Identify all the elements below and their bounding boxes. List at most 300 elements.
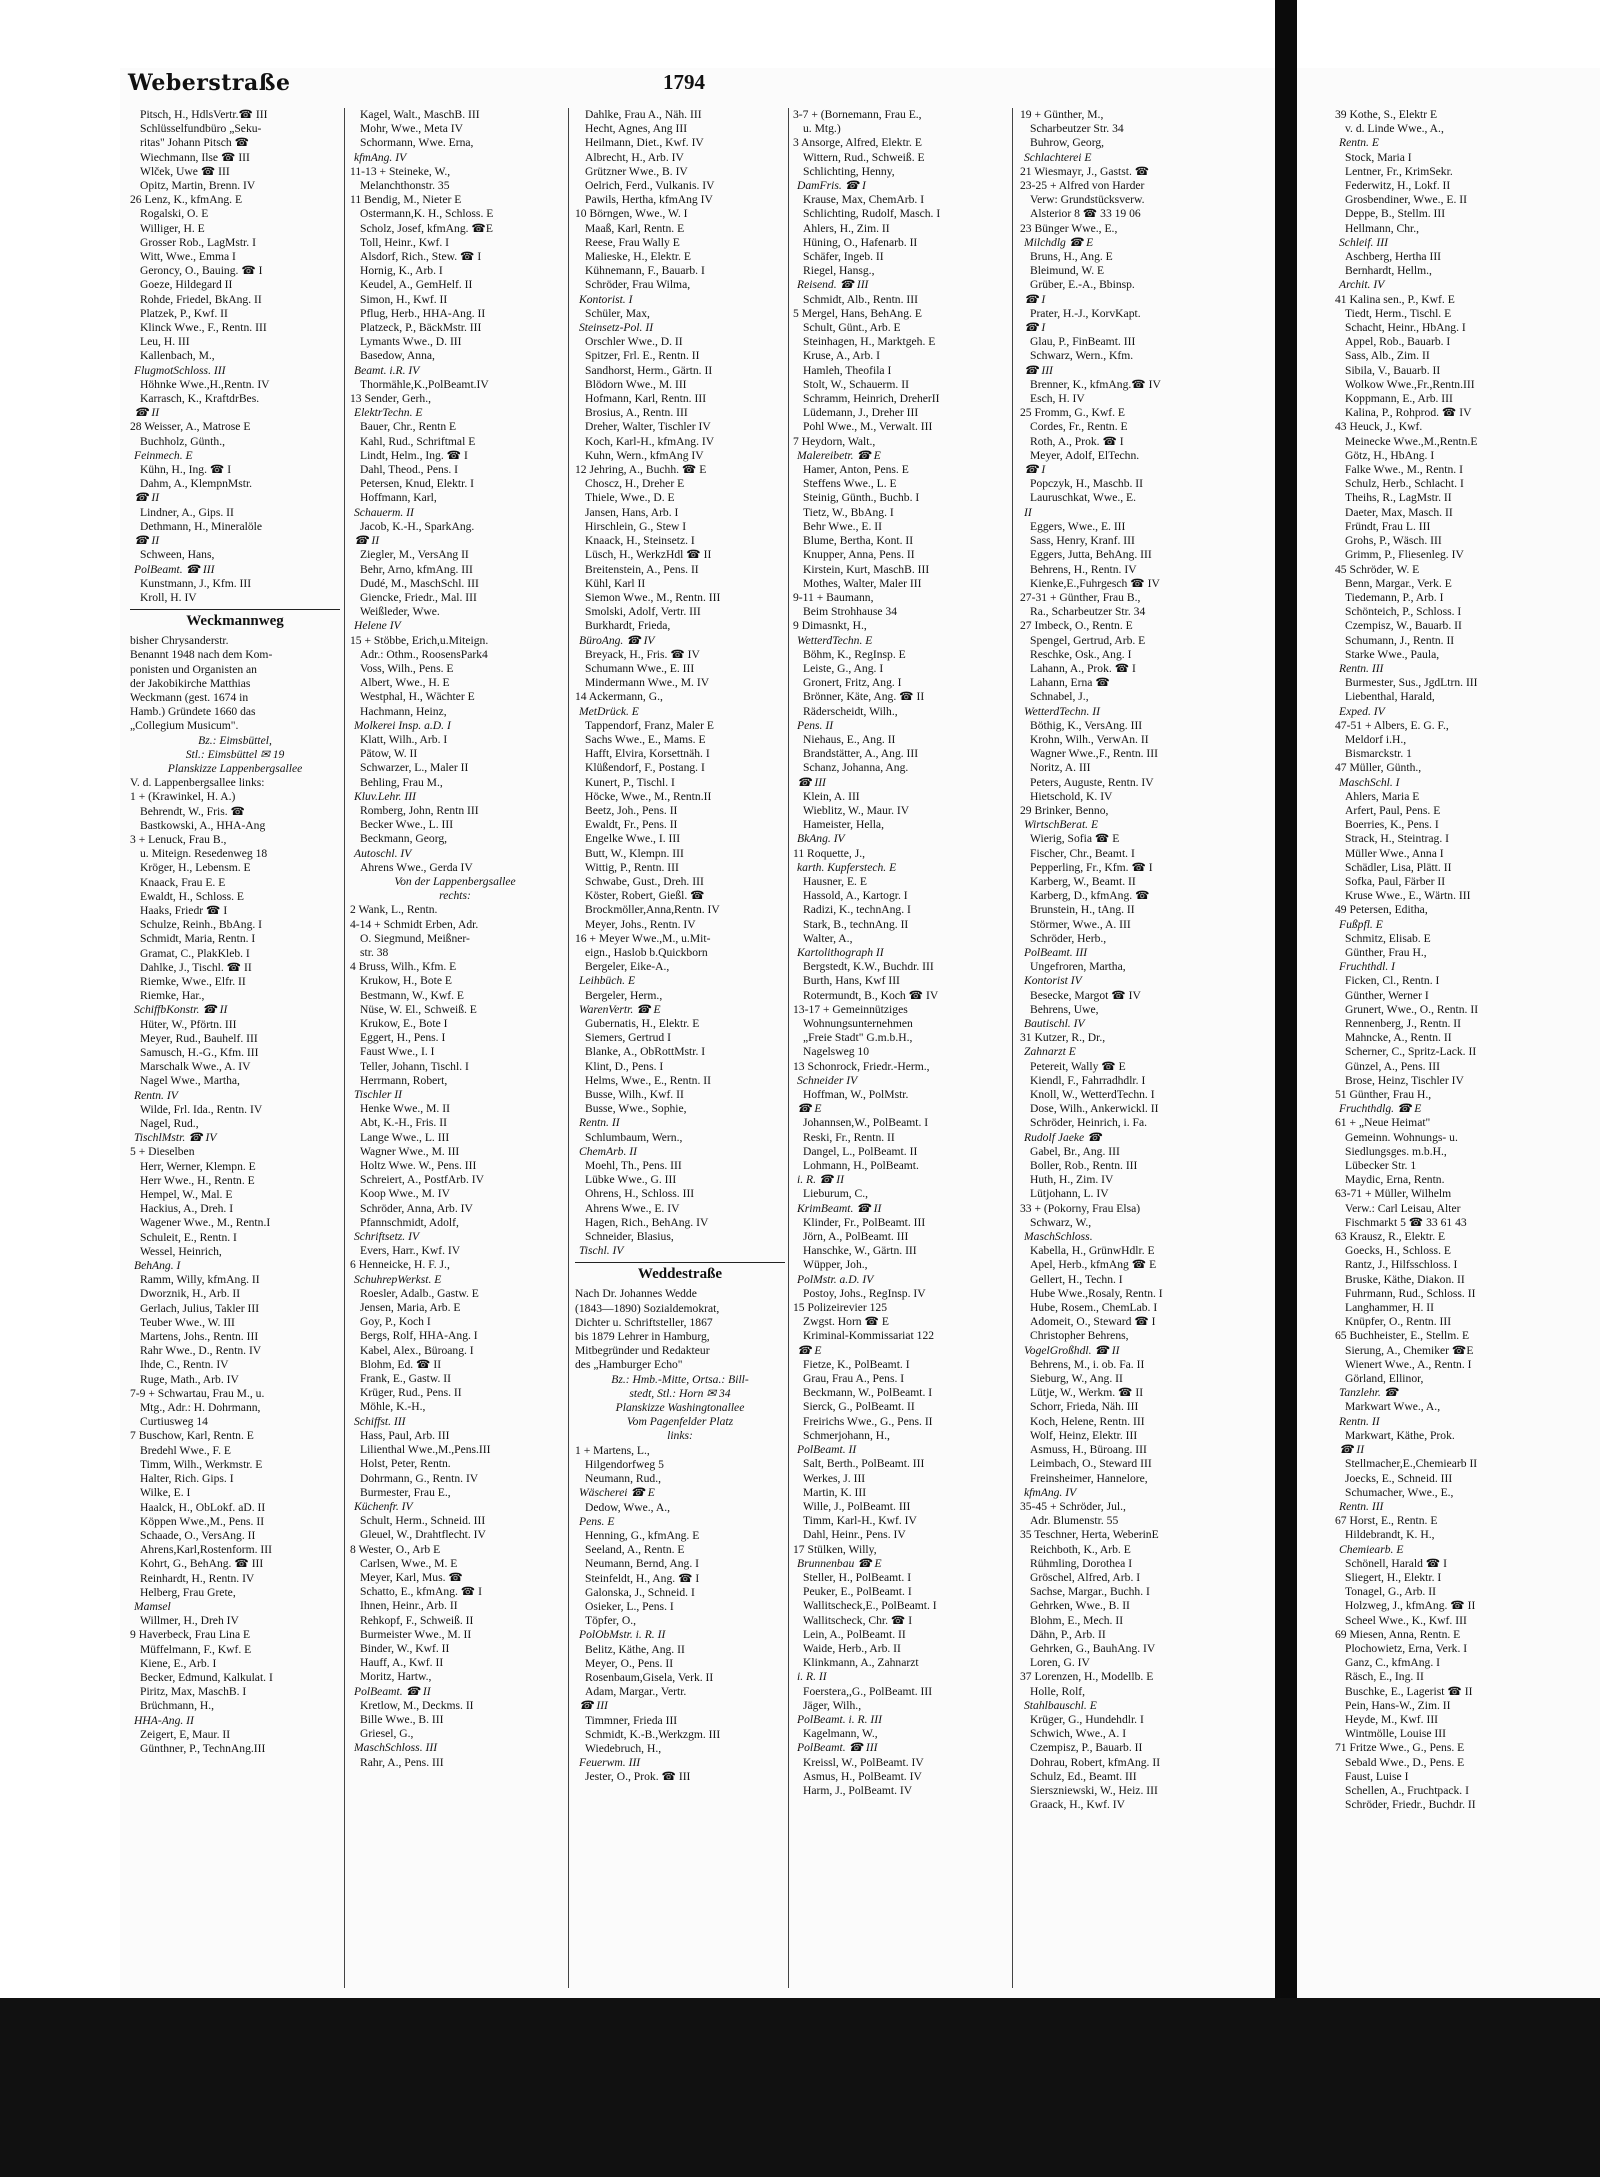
resident-entry: Ahrens Wwe., E. IV [585, 1201, 680, 1215]
entry-continuation: Milchdlg ☎ E [1024, 235, 1094, 249]
resident-entry: Hempel, W., Mal. E [140, 1188, 233, 1202]
resident-entry: Sierck, G., PolBeamt. II [803, 1400, 915, 1414]
resident-entry: Lübke Wwe., G. III [585, 1173, 677, 1187]
entry-continuation: ChemArb. II [579, 1144, 637, 1158]
entry-continuation: ☎ II [134, 491, 160, 505]
resident-entry: Nüse, W. El., Schweiß. E [360, 1002, 477, 1016]
resident-entry: Kabel, Alex., Büroang. I [360, 1343, 474, 1357]
resident-entry: Hoffman, W., PolMstr. [803, 1088, 909, 1102]
address-entry: 27 Imbeck, O., Rentn. E [1020, 619, 1133, 633]
resident-entry: Reichboth, K., Arb. E [1030, 1542, 1131, 1556]
entry-continuation: WetterdTechn. II [1024, 704, 1100, 718]
resident-entry: Pätow, W. II [360, 747, 418, 761]
resident-entry: Helms, Wwe., E., Rentn. II [585, 1073, 712, 1087]
entry-continuation: BüroAng. ☎ IV [579, 633, 655, 647]
resident-entry: Marschalk Wwe., A. IV [140, 1060, 251, 1074]
resident-entry: Henning, G., kfmAng. E [585, 1528, 700, 1542]
resident-entry: Schröder, Frau Wilma, [585, 278, 691, 292]
resident-entry: Klatt, Wilh., Arb. I [360, 732, 448, 746]
resident-entry: Pitsch, H., HdlsVertr.☎ III [140, 108, 268, 121]
resident-entry: Dreher, Walter, Tischler IV [585, 420, 711, 434]
entry-continuation: Bautischl. IV [1024, 1017, 1085, 1030]
resident-entry: Tonagel, G., Arb. II [1345, 1585, 1436, 1599]
address-entry: 6 Henneicke, H. F. J., [350, 1258, 450, 1272]
entry-continuation: Chemiearb. E [1339, 1542, 1404, 1556]
resident-entry: Kruse Wwe., E., Wärtn. III [1345, 889, 1471, 903]
resident-entry: Glau, P., FinBeamt. III [1030, 335, 1136, 349]
street-description: ponisten und Organisten an [130, 662, 257, 676]
resident-entry: Prater, H.-J., KorvKapt. [1030, 306, 1141, 320]
resident-entry: „Freie Stadt" G.m.b.H., [803, 1031, 913, 1045]
resident-entry: Theihs, R., LagMstr. II [1345, 491, 1452, 505]
address-entry: 69 Miesen, Anna, Rentn. E [1335, 1627, 1461, 1641]
street-info: Stl.: Eimsbüttel ✉ 19 [185, 747, 285, 761]
resident-entry: Christopher Behrens, [1030, 1329, 1129, 1343]
street-description: der Jakobikirche Matthias [130, 676, 251, 690]
resident-entry: Behrendt, W., Fris. ☎ [140, 804, 245, 818]
resident-entry: Hassold, A., Kartogr. I [803, 889, 908, 903]
resident-entry: Riemke, Wwe., Elfr. II [140, 974, 246, 988]
address-entry: 31 Kutzer, R., Dr., [1020, 1031, 1106, 1045]
resident-entry: Starke Wwe., Paula, [1345, 647, 1440, 661]
address-entry: 5 Mergel, Hans, BehAng. E [793, 306, 922, 320]
resident-entry: Riegel, Hansg., [803, 264, 875, 278]
resident-entry: Karrasch, K., KraftdrBes. [140, 392, 260, 406]
resident-entry: Günther, Frau H., [1345, 945, 1427, 959]
resident-entry: Roesler, Adalb., Gastw. E [360, 1286, 479, 1300]
address-entry: 7 Buschow, Karl, Rentn. E [130, 1429, 254, 1443]
resident-entry: Klinder, Fr., PolBeamt. III [803, 1215, 926, 1229]
resident-entry: Maaß, Karl, Rentn. E [585, 221, 685, 235]
entry-continuation: Rentn. III [1339, 1499, 1384, 1513]
entry-continuation: PolBeamt. ☎ II [354, 1684, 431, 1698]
resident-entry: Radizi, K., technAng. I [803, 903, 911, 917]
resident-entry: Simon, H., Kwf. II [360, 292, 448, 306]
resident-entry: Benn, Margar., Verk. E [1345, 576, 1452, 590]
resident-entry: Koch, Helene, Rentn. III [1030, 1414, 1145, 1428]
resident-entry: Kreissl, W., PolBeamt. IV [803, 1755, 924, 1769]
resident-entry: Köppen Wwe.,M., Pens. II [140, 1514, 265, 1528]
resident-entry: Bergstedt, K.W., Buchdr. III [803, 960, 934, 974]
resident-entry: Kienke,E.,Fuhrgesch ☎ IV [1030, 576, 1160, 590]
resident-entry: Blanke, A., ObRottMstr. I [585, 1045, 706, 1059]
resident-entry: Sachs Wwe., E., Mams. E [585, 732, 706, 746]
entry-continuation: Helene IV [354, 619, 401, 633]
resident-entry: Steinfeldt, H., Ang. ☎ I [585, 1571, 700, 1585]
resident-entry: O. Siegmund, Meißner- [360, 931, 470, 945]
column-rule [344, 108, 345, 1988]
resident-entry: Seeland, A., Rentn. E [585, 1543, 685, 1557]
resident-entry: Ganz, C., kfmAng. I [1345, 1656, 1440, 1670]
resident-entry: Goeze, Hildegard II [140, 278, 233, 292]
resident-entry: u. Mtg.) [803, 122, 841, 136]
resident-entry: Fischer, Chr., Beamt. I [1030, 846, 1135, 860]
street-description: Hamb.) Gründete 1660 das [130, 705, 256, 719]
resident-entry: Rantz, J., Hilfsschloss. I [1345, 1258, 1458, 1272]
resident-entry: Schaade, O., VersAng. II [140, 1528, 256, 1542]
resident-entry: Spengel, Gertrud, Arb. E [1030, 633, 1146, 647]
resident-entry: Koop Wwe., M. IV [360, 1187, 450, 1201]
resident-entry: Räsch, E., Ing. II [1345, 1670, 1424, 1684]
address-entry: 25 Fromm, G., Kwf. E [1020, 406, 1125, 420]
entry-continuation: TischlMstr. ☎ IV [134, 1131, 217, 1145]
resident-entry: Williger, H. E [140, 221, 205, 235]
resident-entry: Bille Wwe., B. III [360, 1712, 444, 1726]
resident-entry: Blödorn Wwe., M. III [585, 377, 687, 391]
resident-entry: Ungefroren, Martha, [1030, 960, 1126, 974]
street-description: Dichter u. Schriftsteller, 1867 [575, 1315, 713, 1329]
resident-entry: Bestmann, W., Kwf. E [360, 988, 465, 1002]
resident-entry: Griesel, G., [360, 1727, 414, 1741]
resident-entry: Asmuss, H., Büroang. III [1030, 1443, 1147, 1457]
entry-continuation: Schauerm. II [354, 505, 414, 519]
resident-entry: Wilke, E. I [140, 1486, 191, 1500]
resident-entry: Grützner Wwe., B. IV [585, 164, 688, 178]
resident-entry: Schramm, Heinrich, DreherII [803, 392, 940, 406]
column-rule [1012, 108, 1013, 1988]
resident-entry: Cordes, Fr., Rentn. E [1030, 420, 1128, 434]
resident-entry: Lymants Wwe., D. III [360, 335, 462, 349]
resident-entry: Ahlers, H., Zim. II [803, 221, 890, 235]
resident-entry: Meyer, O., Pens. II [585, 1656, 674, 1670]
resident-entry: str. 38 [360, 945, 389, 959]
entry-continuation: PolBeamt. ☎ III [134, 562, 215, 576]
address-entry: 12 Jehring, A., Buchh. ☎ E [575, 463, 707, 477]
resident-entry: Aschberg, Hertha III [1345, 250, 1442, 264]
resident-entry: Wierig, Sofia ☎ E [1030, 832, 1120, 846]
resident-entry: Plochowietz, Erna, Verk. I [1345, 1641, 1468, 1655]
resident-entry: Reschke, Osk., Ang. I [1030, 647, 1132, 661]
resident-entry: Petersen, Knud, Elektr. I [360, 477, 474, 491]
entry-continuation: DamFris. ☎ I [797, 179, 866, 193]
resident-entry: Siedlungsges. m.b.H., [1345, 1144, 1447, 1158]
resident-entry: Jensen, Maria, Arb. E [360, 1301, 461, 1315]
resident-entry: Klein, A. III [803, 789, 860, 803]
resident-entry: Schellen, A., Fruchtpack. I [1345, 1783, 1469, 1797]
resident-entry: Eggers, Wwe., E. III [1030, 519, 1126, 533]
entry-continuation: Schneider IV [797, 1073, 858, 1087]
address-entry: 3 + Lenuck, Frau B., [130, 832, 227, 846]
resident-entry: Tiedemann, P., Arb. I [1345, 590, 1444, 604]
resident-entry: Fuhrmann, Rud., Schloss. II [1345, 1286, 1476, 1300]
resident-entry: Martin, K. III [803, 1485, 867, 1499]
resident-entry: Galonska, J., Schneid. I [585, 1585, 695, 1599]
resident-entry: Sachse, Margar., Buchh. I [1030, 1585, 1150, 1599]
resident-entry: Kagelmann, W., [803, 1727, 878, 1741]
resident-entry: Graack, H., Kwf. IV [1030, 1798, 1125, 1812]
resident-entry: Abt, K.-H., Fris. II [360, 1116, 447, 1130]
resident-entry: Kühn, H., Ing. ☎ I [140, 463, 232, 477]
resident-entry: Blohm, E., Mech. II [1030, 1613, 1124, 1627]
resident-entry: Waide, Herb., Arb. II [803, 1641, 901, 1655]
street-description: bisher Chrysanderstr. [130, 634, 229, 648]
resident-entry: Hube, Rosem., ChemLab. I [1030, 1301, 1158, 1315]
entry-continuation: Brunnenbau ☎ E [797, 1556, 882, 1570]
resident-entry: Wiedebruch, H., [585, 1741, 662, 1755]
resident-entry: Lauruschkat, Wwe., E. [1030, 491, 1137, 505]
address-entry: 4 Bruss, Wilh., Kfm. E [350, 960, 457, 974]
resident-entry: Dworznik, H., Arb. II [140, 1287, 241, 1301]
resident-entry: Butt, W., Klempn. III [585, 846, 684, 860]
resident-entry: Verw: Grundstücksverw. [1030, 193, 1145, 207]
resident-entry: Burmeister Wwe., M. II [360, 1627, 472, 1641]
resident-entry: Haaks, Friedr ☎ I [140, 903, 228, 917]
resident-entry: Maydic, Erna, Rentn. [1345, 1173, 1445, 1187]
resident-entry: Brenner, K., kfmAng.☎ IV [1030, 377, 1161, 391]
page-number: 1794 [663, 70, 705, 94]
resident-entry: Eggert, H., Pens. I [360, 1031, 446, 1045]
resident-entry: Schatto, E., kfmAng. ☎ I [360, 1585, 482, 1599]
resident-entry: Orschler Wwe., D. II [585, 335, 683, 349]
resident-entry: Voss, Wilh., Pens. E [360, 661, 454, 675]
resident-entry: Krüger, G., Hundehdlr. I [1030, 1712, 1144, 1726]
resident-entry: Hass, Paul, Arb. III [360, 1428, 450, 1442]
resident-entry: Lüdemann, J., Dreher III [803, 406, 919, 420]
entry-continuation: MaschSchloss. III [354, 1741, 438, 1755]
resident-entry: Faust Wwe., I. I [360, 1045, 435, 1059]
resident-entry: Knüpfer, O., Rentn. III [1345, 1315, 1452, 1329]
resident-entry: Sliegert, H., Elektr. I [1345, 1570, 1442, 1584]
resident-entry: Schumacher, Wwe., E., [1345, 1485, 1454, 1499]
resident-entry: Schmidt, Alb., Rentn. III [803, 292, 918, 306]
address-entry: 23 Bünger Wwe., E., [1020, 221, 1118, 235]
resident-entry: Dahlke, Frau A., Näh. III [585, 108, 702, 121]
address-entry: 11 Bendig, M., Nieter E [350, 193, 462, 207]
entry-continuation: Schlachterei E [1024, 150, 1092, 164]
address-entry: 43 Heuck, J., Kwf. [1335, 420, 1423, 434]
entry-continuation: Malereibetr. ☎ E [797, 448, 881, 462]
resident-entry: Scherner, C., Spritz-Lack. II [1345, 1045, 1477, 1059]
resident-entry: Besecke, Margot ☎ IV [1030, 988, 1141, 1002]
resident-entry: Peters, Auguste, Rentn. IV [1030, 775, 1154, 789]
resident-entry: Dahlke, J., Tischl. ☎ II [140, 960, 252, 974]
address-entry: 1 + (Krawinkel, H. A.) [130, 790, 236, 804]
entry-continuation: II [1024, 505, 1032, 519]
street-description: (1843—1890) Sozialdemokrat, [575, 1301, 720, 1315]
resident-entry: Meyer, Karl, Mus. ☎ [360, 1570, 463, 1584]
entry-continuation: SchuhrepWerkst. E [354, 1272, 442, 1286]
resident-entry: Hellmann, Chr., [1345, 221, 1420, 235]
resident-entry: Bredehl Wwe., F. E [140, 1443, 231, 1457]
address-entry: 49 Petersen, Editha, [1335, 903, 1428, 917]
resident-entry: Steinhagen, H., Marktgeh. E [803, 335, 936, 349]
resident-entry: Stolt, W., Schauerm. II [803, 377, 909, 391]
resident-entry: ritas" Johann Pitsch ☎ [140, 136, 250, 150]
resident-entry: Bismarckstr. 1 [1345, 747, 1412, 761]
entry-continuation: Tischl. IV [579, 1244, 624, 1258]
resident-entry: Curtiusweg 14 [140, 1415, 208, 1429]
resident-entry: Thormähle,K.,PolBeamt.IV [360, 377, 489, 391]
street-header: Weberstraße [128, 70, 291, 96]
resident-entry: Burkhardt, Frieda, [585, 619, 671, 633]
resident-entry: Ra., Scharbeutzer Str. 34 [1030, 605, 1146, 619]
resident-entry: Müffelmann, F., Kwf. E [140, 1642, 252, 1656]
entry-continuation: Mamsel [134, 1599, 171, 1613]
resident-entry: Hüter, W., Pförtn. III [140, 1017, 237, 1031]
entry-continuation: Kontorist IV [1024, 974, 1082, 988]
resident-entry: Kiendl, F., Fahrradhdlr. I [1030, 1073, 1146, 1087]
entry-continuation: Kluv.Lehr. III [354, 789, 416, 803]
entry-continuation: MetDrück. E [579, 704, 639, 718]
resident-entry: Kretlow, M., Deckms. II [360, 1698, 474, 1712]
resident-entry: Görland, Ellinor, [1345, 1372, 1424, 1386]
resident-entry: Goy, P., Koch I [360, 1315, 431, 1329]
resident-entry: Burmester, Frau E., [360, 1485, 451, 1499]
entry-continuation: Rentn. II [579, 1116, 620, 1130]
resident-entry: Hoffmann, Karl, [360, 491, 437, 505]
resident-entry: Tietz, W., BbAng. I [803, 505, 894, 519]
resident-entry: Wagner Wwe.,F., Rentn. III [1030, 747, 1158, 761]
entry-continuation: Pens. E [579, 1514, 615, 1528]
resident-entry: Langhammer, H. II [1345, 1301, 1435, 1315]
resident-entry: v. d. Linde Wwe., A., [1345, 122, 1444, 136]
resident-entry: Behr Wwe., E. II [803, 519, 882, 533]
entry-continuation: PolObMstr. i. R. II [579, 1628, 666, 1642]
street-info: Bz.: Eimsbüttel, [198, 733, 272, 747]
address-entry: 51 Günther, Frau H., [1335, 1088, 1432, 1102]
resident-entry: Fietze, K., PolBeamt. I [803, 1357, 910, 1371]
resident-entry: Meyer, Johs., Rentn. IV [585, 917, 696, 931]
resident-entry: Niehaus, E., Ang. II [803, 732, 896, 746]
resident-entry: Grau, Frau A., Pens. I [803, 1372, 905, 1386]
resident-entry: Schäfer, Ingeb. II [803, 250, 884, 264]
resident-entry: Petereit, Wally ☎ E [1030, 1059, 1126, 1073]
resident-entry: Gramat, C., PlakKleb. I [140, 946, 250, 960]
resident-entry: Burth, Hans, Kwf III [803, 974, 900, 988]
resident-entry: Mindermann Wwe., M. IV [585, 676, 710, 690]
resident-entry: Federwitz, H., Lokf. II [1345, 179, 1451, 193]
entry-continuation: Wäscherei ☎ E [579, 1486, 655, 1500]
entry-continuation: MaschSchl. I [1339, 775, 1400, 789]
resident-entry: Leimbach, O., Steward III [1030, 1457, 1152, 1471]
address-entry: 33 + (Pokorny, Frau Elsa) [1020, 1201, 1141, 1215]
resident-entry: Czempisz, W., Bauarb. II [1345, 619, 1462, 633]
resident-entry: Wagener Wwe., M., Rentn.I [140, 1216, 271, 1230]
resident-entry: Carlsen, Wwe., M. E [360, 1556, 458, 1570]
resident-entry: Grosser Rob., LagMstr. I [140, 235, 256, 249]
entry-continuation: BehAng. I [134, 1259, 181, 1273]
street-heading: Weddestraße [575, 1262, 785, 1285]
resident-entry: Strack, H., Steintrag. I [1345, 832, 1449, 846]
resident-entry: Liebenthal, Harald, [1345, 690, 1435, 704]
resident-entry: Timm, Karl-H., Kwf. IV [803, 1514, 917, 1528]
resident-entry: Stellmacher,E.,Chemiearb II [1345, 1457, 1478, 1471]
resident-entry: Meldorf i.H., [1345, 732, 1407, 746]
resident-entry: Czempisz, P., Bauarb. II [1030, 1741, 1143, 1755]
resident-entry: Walter, A., [803, 931, 853, 945]
resident-entry: Wille, J., PolBeamt. III [803, 1499, 911, 1513]
resident-entry: Binder, W., Kwf. II [360, 1641, 450, 1655]
resident-entry: Klüßendorf, F., Postang. I [585, 761, 705, 775]
resident-entry: Kalina, P., Rohprod. ☎ IV [1345, 406, 1472, 420]
resident-entry: Hilgendorfweg 5 [585, 1457, 664, 1471]
entry-continuation: Rentn. E [1339, 136, 1379, 150]
entry-continuation: PolMstr. a.D. IV [797, 1272, 874, 1286]
address-entry: 13 Sender, Gerh., [350, 392, 431, 406]
resident-entry: Stark, B., technAng. II [803, 917, 909, 931]
resident-entry: Riemke, Har., [140, 989, 205, 1003]
resident-entry: Wittig, P., Rentn. III [585, 860, 679, 874]
resident-entry: Hietschold, K. IV [1030, 789, 1113, 803]
resident-entry: Sass, Henry, Kranf. III [1030, 534, 1135, 548]
resident-entry: Wintmölle, Louise III [1345, 1727, 1446, 1741]
resident-entry: Hameister, Hella, [803, 818, 884, 832]
address-entry: 13 Schonrock, Friedr.-Herm., [793, 1059, 930, 1073]
resident-entry: Hanschke, W., Gärtn. III [803, 1244, 917, 1258]
resident-entry: Lein, A., PolBeamt. II [803, 1627, 906, 1641]
resident-entry: Ahlers, Maria E [1345, 789, 1420, 803]
resident-entry: Alsterior 8 ☎ 33 19 06 [1030, 207, 1141, 221]
resident-entry: Falke Wwe., M., Rentn. I [1345, 463, 1463, 477]
resident-entry: Schulz, Ed., Beamt. III [1030, 1769, 1137, 1783]
resident-entry: Rahr Wwe., D., Rentn. IV [140, 1344, 262, 1358]
resident-entry: Adr. Blumenstr. 55 [1030, 1514, 1119, 1528]
street-description: „Collegium Musicum". [130, 719, 239, 733]
entry-continuation: ☎ III [1024, 363, 1053, 377]
resident-entry: Haalck, H., ObLokf. aD. II [140, 1500, 266, 1514]
resident-entry: Schmidt, Maria, Rentn. I [140, 932, 256, 946]
entry-continuation: ☎ I [1024, 321, 1046, 335]
street-info: Bz.: Hmb.-Mitte, Ortsa.: Bill- [611, 1372, 749, 1386]
resident-entry: Ahrens Wwe., Gerda IV [360, 860, 473, 874]
resident-entry: Köster, Robert, Gießl. ☎ [585, 889, 705, 903]
resident-entry: Jester, O., Prok. ☎ III [585, 1770, 691, 1784]
resident-entry: Meyer, Rud., Bauhelf. III [140, 1031, 258, 1045]
resident-entry: Wüpper, Joh., [803, 1258, 868, 1272]
resident-entry: Schwabe, Gust., Dreh. III [585, 874, 704, 888]
resident-entry: Dohrmann, G., Rentn. IV [360, 1471, 479, 1485]
entry-continuation: Tischler II [354, 1088, 402, 1102]
entry-continuation: KrimBeamt. ☎ II [797, 1201, 882, 1215]
resident-entry: Bruske, Käthe, Diakon. II [1345, 1272, 1465, 1286]
resident-entry: Bleimund, W. E [1030, 264, 1105, 278]
resident-entry: Timm, Wilh., Werkmstr. E [140, 1457, 263, 1471]
resident-entry: Willmer, H., Dreh IV [140, 1614, 239, 1628]
resident-entry: Huth, H., Zim. IV [1030, 1173, 1114, 1187]
entry-continuation: kfmAng. IV [1024, 1485, 1077, 1499]
resident-entry: Schulze, Reinh., BbAng. I [140, 918, 263, 932]
resident-entry: Basedow, Anna, [360, 349, 435, 363]
resident-entry: Burmester, Sus., JgdLtrn. III [1345, 676, 1478, 690]
resident-entry: Gubernatis, H., Elektr. E [585, 1017, 700, 1030]
resident-entry: Schönteich, P., Schloss. I [1345, 605, 1462, 619]
resident-entry: Bastkowski, A., HHA-Ang [140, 818, 266, 832]
resident-entry: Behling, Frau M., [360, 775, 443, 789]
resident-entry: Kroll, H. IV [140, 590, 197, 604]
resident-entry: Verw.: Carl Leisau, Alter [1345, 1201, 1461, 1215]
resident-entry: Schädler, Lisa, Plätt. II [1345, 860, 1452, 874]
resident-entry: Meyer, Adolf, ElTechn. [1030, 448, 1140, 462]
resident-entry: Albert, Wwe., H. E [360, 676, 450, 690]
address-entry: 35-45 + Schröder, Jul., [1020, 1499, 1126, 1513]
address-entry: 67 Horst, E., Rentn. E [1335, 1514, 1438, 1528]
entry-continuation: ☎ III [579, 1699, 608, 1713]
street-info: Vom Pagenfelder Platz [626, 1415, 734, 1429]
resident-entry: Osieker, L., Pens. I [585, 1599, 674, 1613]
resident-entry: Noritz, A. III [1030, 761, 1091, 775]
resident-entry: Moritz, Hartw., [360, 1670, 432, 1684]
address-entry: 47-51 + Albers, E. G. F., [1335, 718, 1449, 732]
resident-entry: Wallitscheck,E., PolBeamt. I [803, 1599, 937, 1613]
resident-entry: Wessel, Heinrich, [140, 1244, 222, 1258]
resident-entry: Lindner, A., Gips. II [140, 505, 234, 519]
resident-entry: Dohrau, Robert, kfmAng. II [1030, 1755, 1161, 1769]
entry-continuation: Pens. II [797, 718, 834, 732]
street-description: Nach Dr. Johannes Wedde [575, 1287, 697, 1301]
resident-entry: Schmerjohann, H., [803, 1428, 890, 1442]
resident-entry: Müller Wwe., Anna I [1345, 846, 1444, 860]
address-entry: 41 Kalina sen., P., Kwf. E [1335, 292, 1455, 306]
